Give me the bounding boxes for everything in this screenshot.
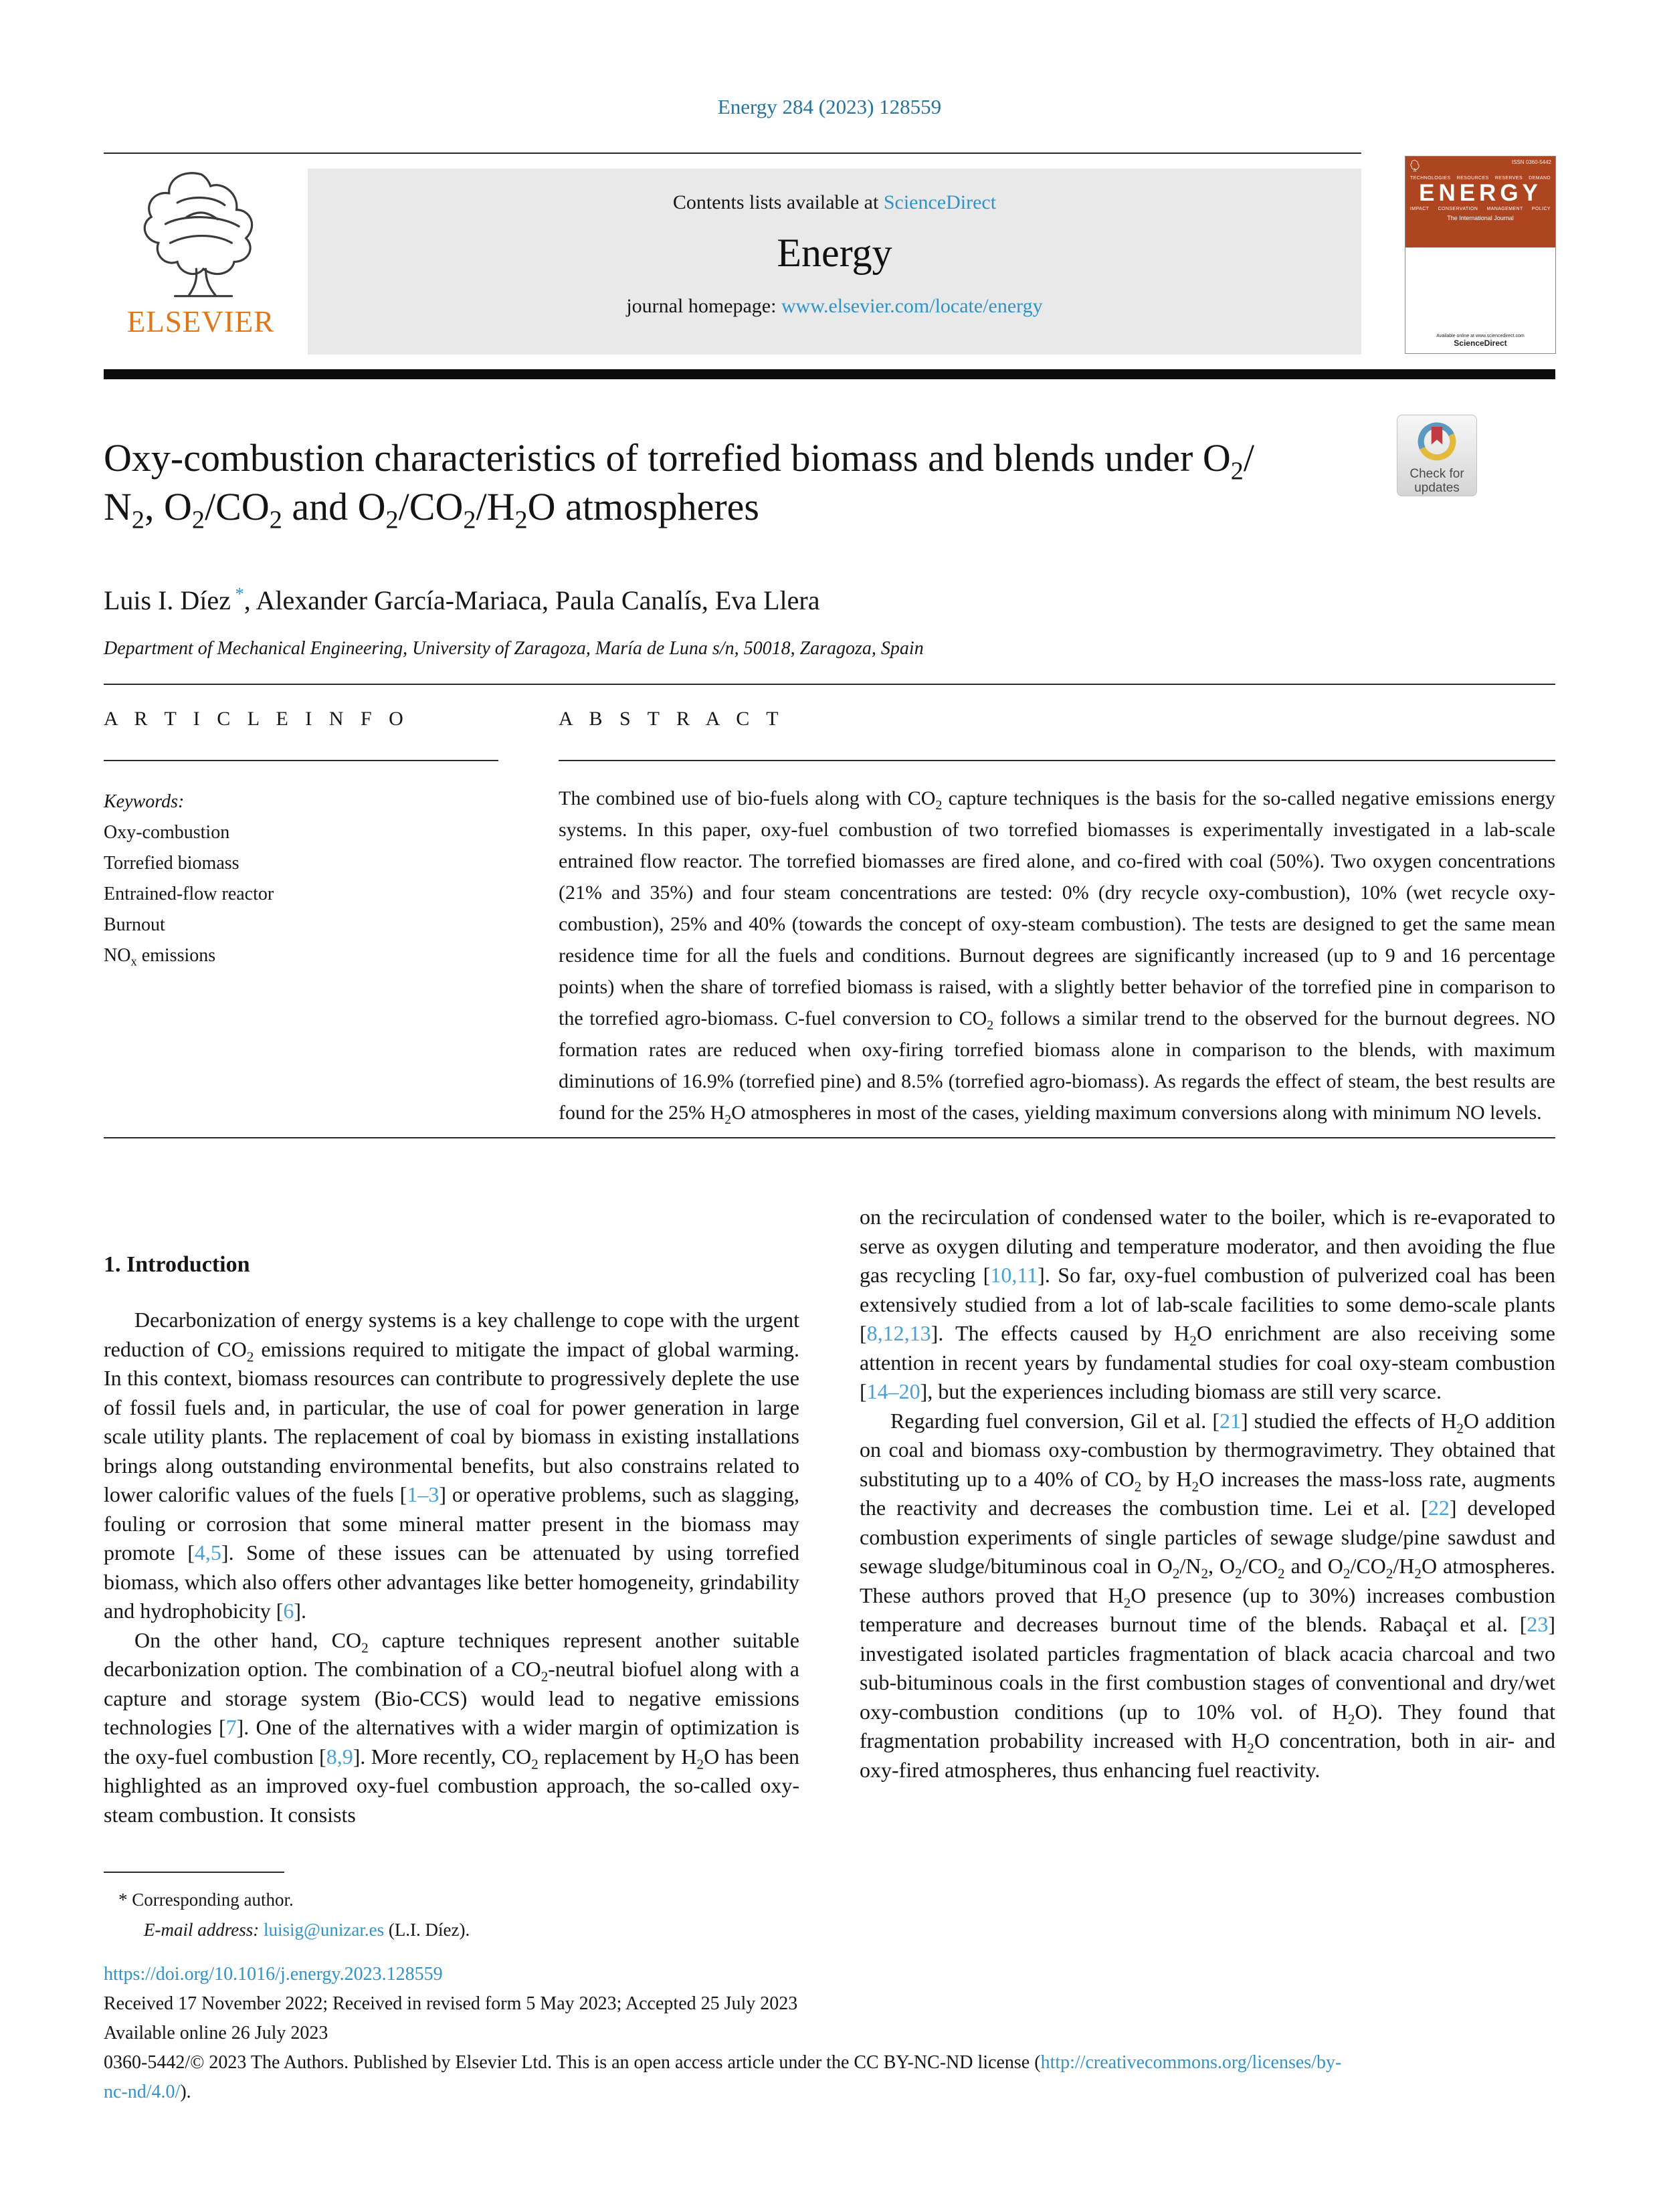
inline-link[interactable]: 8,12,13 (866, 1321, 931, 1345)
cover-footer (1405, 334, 1555, 348)
abstract-text: The combined use of bio-fuels along with $CO_2$ capture techniques is the basis for the so-called negative emissions energy systems. In this paper, oxy-fuel combustion of two torrefied biomasses is experimentally investigated in a lab-scale entrained flow reactor. The torrefied biomasses are fired alone, and co-fired with coal (50%). Two oxygen concentrations (21% and 35%) and four steam concentrations are tested: 0% (dry recycle oxy-combustion), 10% (wet recycle oxy-combustion), 25% and 40% (towards the concept of oxy-steam combustion). The tests are designed to get the same mean residence time for all the fuels and conditions. Burnout degrees are significantly increased (up to 9 and 16 percentage points) when the share of torrefied biomass is raised, with a slightly better behavior of the torrefied pine in comparison to the torrefied agro-biomass. C-fuel conversion to $CO_2$ follows a similar trend to the observed for the burnout degrees. NO formation rates are reduced when oxy-firing torrefied biomass alone in comparison to the blends, with maximum diminutions of 16.9% (torrefied pine) and 8.5% (torrefied agro-biomass). As regards the effect of steam, the best results are found for the 25% $H_2O$ atmospheres in most of the cases, yielding maximum conversions along with minimum NO levels. (559, 787, 1555, 1127)
keywords-list (104, 817, 518, 971)
homepage-line: journal homepage: www.elsevier.com/locate/energy (626, 295, 1043, 317)
affiliation: Department of Mechanical Engineering, University of Zaragoza, María de Luna s/n, 50018, Zaragoza, Spain (104, 638, 924, 659)
inline-link[interactable]: 10,11 (990, 1263, 1038, 1287)
cover-word: POLICY (1531, 207, 1551, 211)
inline-link[interactable]: 4,5 (194, 1540, 221, 1565)
journal-title: Energy (777, 231, 892, 275)
inline-link[interactable]: 14–20 (866, 1379, 920, 1403)
inline-link[interactable]: 21 (1219, 1408, 1241, 1433)
abstract-header: A B S T R A C T (559, 708, 781, 730)
email-line: E-mail address: luisig@unizar.es (L.I. Díez). (144, 1920, 470, 1940)
cover-bottom-words (1405, 207, 1555, 211)
cover-word: IMPACT (1410, 207, 1430, 211)
inline-link[interactable]: 8,9 (326, 1744, 353, 1769)
header-bar (104, 369, 1555, 379)
badge-label: Check for updates (1409, 467, 1464, 495)
check-for-updates-badge[interactable] (1397, 415, 1477, 496)
keyword: $NO_x$ emissions (104, 945, 216, 969)
left-column (104, 1306, 799, 1829)
inline-link[interactable]: 23 (1527, 1612, 1549, 1636)
abstract-underline (559, 760, 1555, 761)
paragraph: On the other hand, $CO_2$ capture techniques represent another suitable decarbonization option. The combination of a $CO_2$-neutral biofuel along with a capture and storage system (Bio-CCS) would lead to negative emissions technologies [7]. One of the alternatives with a wider margin of optimization is the oxy-fuel combustion [8,9]. More recently, $CO_2$ replacement by $H_2O$ has been highlighted as an improved oxy-fuel combustion approach, the so-called oxy-steam combustion. It consists (104, 1627, 800, 1827)
received-line: Received 17 November 2022; Received in revised form 5 May 2023; Accepted 25 July 2023 (104, 1993, 798, 2014)
inline-link[interactable]: 7 (225, 1715, 237, 1739)
license-line: 0360-5442/© 2023 The Authors. Published by Elsevier Ltd. This is an open access article under the CC BY-NC-ND license (http://creativecommons.org/licenses/by- nc-nd/4.0/). (104, 2052, 1342, 2102)
inline-link[interactable]: www.elsevier.com/locate/energy (781, 295, 1043, 317)
journal-cover-thumbnail (1405, 156, 1556, 354)
inline-link[interactable]: 1–3 (407, 1482, 440, 1506)
inline-link[interactable]: luisig@unizar.es (259, 1920, 385, 1940)
available-line: Available online 26 July 2023 (104, 2023, 328, 2043)
elsevier-wordmark: ELSEVIER (126, 305, 275, 338)
info-band-bottom-divider (104, 1137, 1555, 1138)
cover-word: DEMAND (1529, 176, 1551, 181)
keyword: Oxy-combustion (104, 822, 230, 843)
corresponding-author-note: * Corresponding author. (118, 1890, 294, 1910)
author-list: Luis I. Díez *, Alexander García-Mariaca, Paula Canalís, Eva Llera (104, 583, 820, 615)
article-title: Oxy-combustion characteristics of torrefied biomass and blends under $O_2/$ $N_2$, $O_2/CO_2$ and $O_2/CO_2/H_2O$ atmospheres (104, 436, 1255, 534)
journal-reference: Energy 284 (2023) 128559 (717, 95, 942, 118)
cover-elsevier-mini-icon (1409, 159, 1420, 174)
crossmark-icon (1415, 419, 1459, 464)
footnote-block (104, 1885, 470, 1945)
inline-link[interactable]: 22 (1428, 1496, 1450, 1520)
cover-word: RESOURCES (1456, 176, 1489, 181)
cover-word: RESERVES (1494, 176, 1523, 181)
inline-link[interactable]: http://creativecommons.org/licenses/by- (1040, 2052, 1342, 2073)
paragraph: Regarding fuel conversion, Gil et al. [21] studied the effects of $H_2O$ addition on coal and biomass oxy-combustion by thermogravimetry. They obtained that substituting up to a 40% of $CO_2$ by $H_2O$ increases the mass-loss rate, augments the reactivity and decreases the combustion time. Lei et al. [22] developed combustion experiments of single particles of sewage sludge/pine sawdust and sewage sludge/bituminous coal in $O_2/N_2$, $O_2/CO_2$ and $O_2/CO_2/H_2O$ atmospheres. These authors proved that $H_2O$ presence (up to 30%) increases combustion temperature and decreases burnout time of the blends. Rabaçal et al. [23] investigated isolated particles fragmentation of black acacia charcoal and two sub-bituminous coals in the first combustion stages of conventional and dry/wet oxy-combustion conditions (up to 10% vol. of $H_2O$). They found that fragmentation probability increased with $H_2O$ concentration, both in air- and oxy-fired atmospheres, thus enhancing fuel reactivity. (860, 1408, 1556, 1782)
keyword: Burnout (104, 914, 165, 935)
keyword: Entrained-flow reactor (104, 884, 274, 904)
elsevier-logo[interactable] (100, 167, 301, 356)
right-column (860, 1203, 1555, 1785)
cover-sciencedirect: ScienceDirect (1454, 338, 1507, 348)
keywords-block (104, 787, 518, 971)
cover-word: TECHNOLOGIES (1410, 176, 1451, 181)
doi-line (104, 1960, 1555, 1989)
inline-link[interactable]: * (230, 583, 244, 604)
inline-link[interactable]: ScienceDirect (883, 191, 997, 213)
journal-masthead (308, 169, 1361, 355)
elsevier-tree-icon (126, 167, 276, 300)
inline-link[interactable]: https://doi.org/10.1016/j.energy.2023.128559 (104, 1964, 443, 1985)
cover-subtitle: The International Journal (1447, 215, 1514, 221)
paragraph: Decarbonization of energy systems is a key challenge to cope with the urgent reduction of $CO_2$ emissions required to mitigate the impact of global warming. In this context, biomass resources can contribute to progressively deplete the use of fossil fuels and, in particular, the use of coal for power generation in large scale utility plants. The replacement of coal by biomass in existing installations brings along outstanding environmental benefits, but also constrains related to lower calorific values of the fuels [1–3] or operative problems, such as slagging, fouling or corrosion that some mineral matter present in the biomass may promote [4,5]. Some of these issues can be attenuated by using torrefied biomass, which also offers other advantages like better homogeneity, grindability and hydrophobicity [6]. (104, 1308, 800, 1623)
section-heading-introduction: 1. Introduction (104, 1252, 250, 1277)
cover-word: CONSERVATION (1438, 207, 1478, 211)
inline-link[interactable]: nc-nd/4.0/ (104, 2082, 181, 2102)
cover-title: ENERGY (1419, 180, 1542, 206)
article-info-header: A R T I C L E I N F O (104, 708, 406, 730)
footer-block (104, 1960, 1555, 2107)
article-info-underline (104, 760, 498, 761)
inline-link[interactable]: 6 (283, 1599, 294, 1623)
info-band-top-divider (104, 684, 1555, 685)
cover-available-line: Available online at www.sciencedirect.com (1436, 334, 1525, 338)
contents-line: Contents lists available at ScienceDirect (672, 191, 997, 213)
cover-issn: ISSN 0360-5442 (1511, 159, 1551, 165)
header-top-divider (104, 153, 1361, 154)
footnote-divider (104, 1872, 284, 1873)
keywords-label: Keywords: (104, 791, 185, 812)
paragraph: on the recirculation of condensed water to the boiler, which is re-evaporated to serve as oxygen diluting and temperature moderator, and then avoiding the flue gas recycling [10,11]. So far, oxy-fuel combustion of pulverized coal has been extensively studied from a lot of lab-scale facilities to some demo-scale plants [8,12,13]. The effects caused by $H_2O$ enrichment are also receiving some attention in recent years by fundamental studies for coal oxy-steam combustion [14–20], but the experiences including biomass are still very scarce. (860, 1205, 1556, 1403)
bookmark-icon (1432, 427, 1443, 445)
cover-red-band (1405, 157, 1555, 247)
cover-word: MANAGEMENT (1486, 207, 1523, 211)
keyword: Torrefied biomass (104, 853, 239, 874)
